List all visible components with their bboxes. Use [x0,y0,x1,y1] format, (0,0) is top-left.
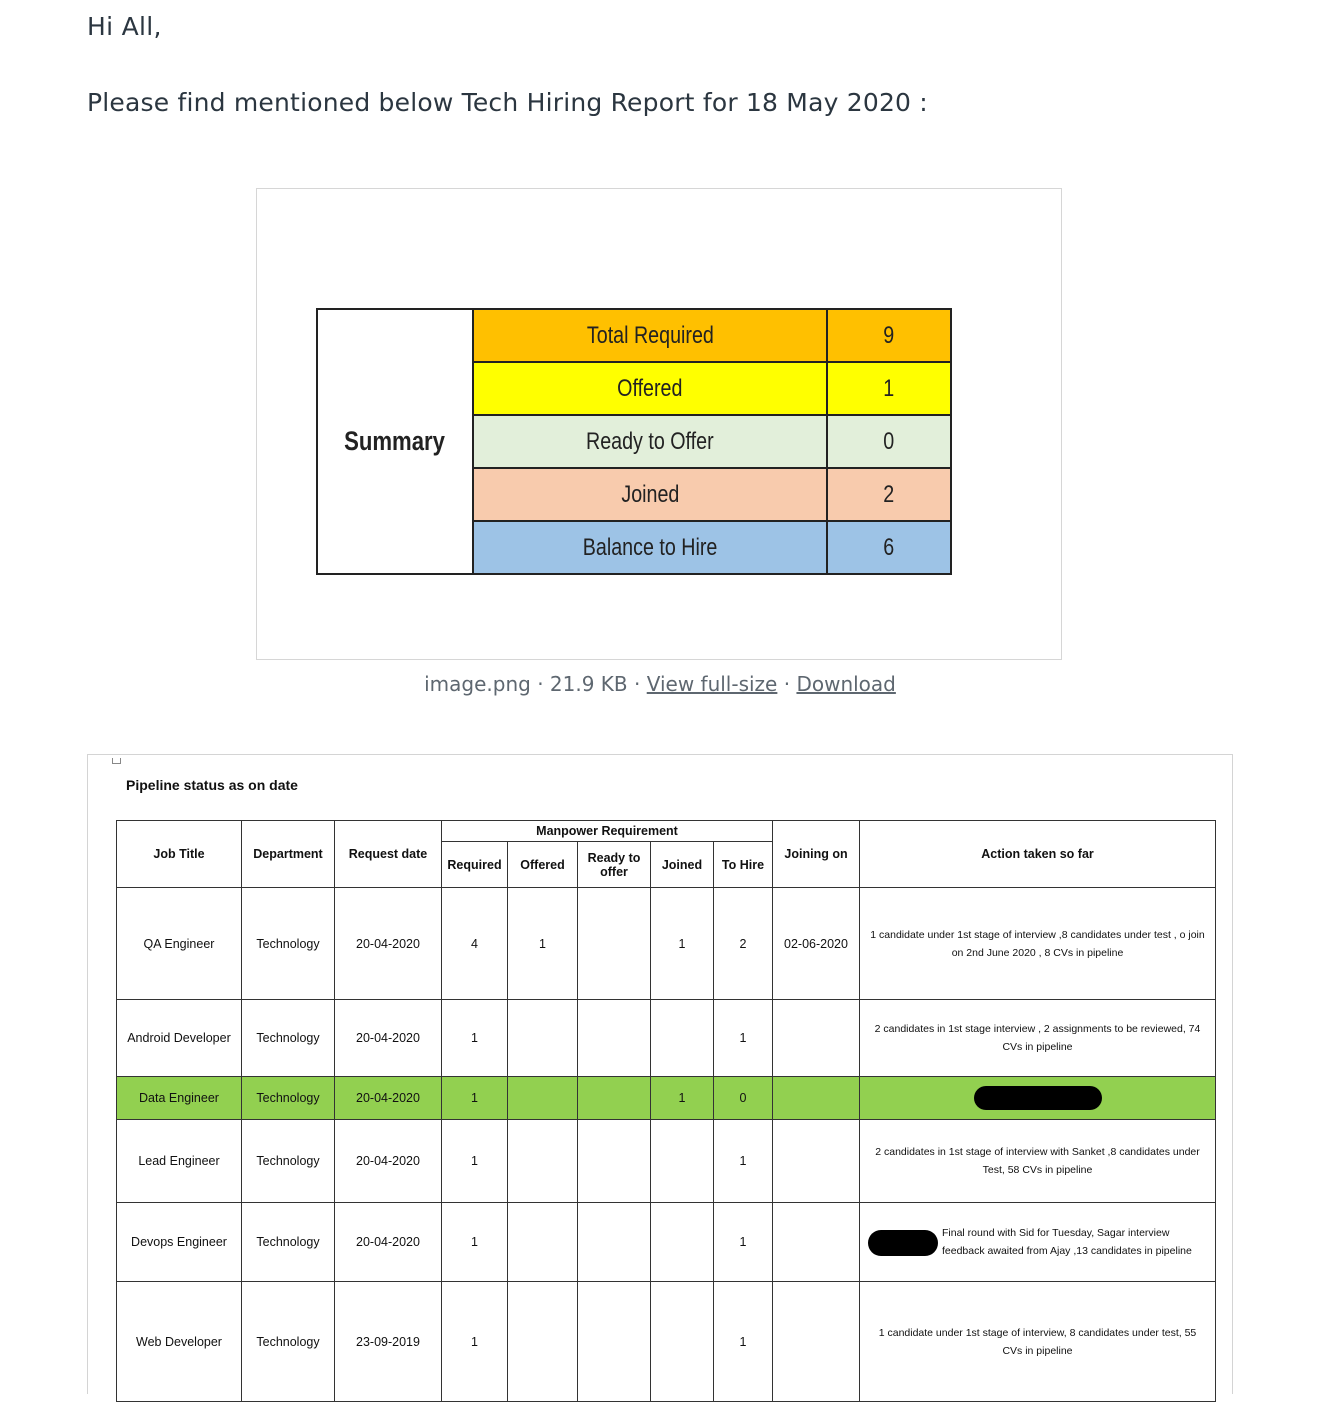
cell-action [860,1203,1216,1282]
summary-row-value: 1 [827,362,951,415]
cell-joined: 1 [651,888,714,1000]
summary-row-label: Ready to Offer [473,415,827,468]
cell-required: 4 [442,888,508,1000]
pipeline-table [116,820,1216,1402]
cell-department: Technology [242,1077,335,1120]
cell-request-date: 20-04-2020 [335,1203,442,1282]
redaction-mark [974,1086,1102,1110]
table-row [117,888,1216,1000]
cell-to-hire: 1 [714,1203,773,1282]
header-request-date: Request date [335,821,442,888]
attachment-image[interactable] [256,188,1062,660]
cell-action-redacted [860,1077,1216,1120]
email-intro: Please find mentioned below Tech Hiring Report for 18 May 2020 : [87,88,928,117]
cell-action: 1 candidate under 1st stage of interview ,8 candidates under test , o join on 2nd June 2020 , 8 CVs in pipeline [860,888,1216,1000]
summary-table [316,308,952,575]
table-row-highlighted [117,1077,1216,1120]
cell-request-date: 20-04-2020 [335,1000,442,1077]
cell-offered [508,1000,578,1077]
table-row [117,1120,1216,1203]
cell-joining-on: 02-06-2020 [773,888,860,1000]
pipeline-title: Pipeline status as on date [126,777,298,793]
cell-offered: 1 [508,888,578,1000]
cell-job-title: Android Developer [117,1000,242,1077]
cell-department: Technology [242,1000,335,1077]
summary-row-value: 0 [827,415,951,468]
cell-joining-on [773,1000,860,1077]
paragraph-mark-icon [112,758,121,764]
header-action: Action taken so far [860,821,1216,888]
cell-request-date: 20-04-2020 [335,1077,442,1120]
cell-job-title: Web Developer [117,1282,242,1402]
header-offered: Offered [508,842,578,888]
cell-joining-on [773,1203,860,1282]
summary-row-label: Joined [473,468,827,521]
cell-to-hire: 1 [714,1282,773,1402]
email-greeting: Hi All, [87,12,162,41]
cell-job-title: Devops Engineer [117,1203,242,1282]
cell-request-date: 20-04-2020 [335,1120,442,1203]
cell-job-title: Lead Engineer [117,1120,242,1203]
header-joining-on: Joining on [773,821,860,888]
cell-action: 2 candidates in 1st stage of interview with Sanket ,8 candidates under Test, 58 CVs in pipeline [860,1120,1216,1203]
cell-action: 2 candidates in 1st stage interview , 2 assignments to be reviewed, 74 CVs in pipeline [860,1000,1216,1077]
cell-required: 1 [442,1282,508,1402]
cell-offered [508,1077,578,1120]
cell-joined [651,1120,714,1203]
cell-request-date: 20-04-2020 [335,888,442,1000]
summary-row-label: Total Required [473,309,827,362]
cell-department: Technology [242,1120,335,1203]
cell-required: 1 [442,1120,508,1203]
cell-joined [651,1203,714,1282]
cell-job-title: Data Engineer [117,1077,242,1120]
cell-to-hire: 0 [714,1077,773,1120]
separator-dot: · [537,672,544,696]
pipeline-document-image [87,754,1233,1394]
summary-row-label: Offered [473,362,827,415]
summary-row-value: 6 [827,521,951,574]
cell-department: Technology [242,1282,335,1402]
cell-ready-to-offer [578,888,651,1000]
attachment-size: 21.9 KB [549,672,628,696]
cell-department: Technology [242,888,335,1000]
summary-row-value: 9 [827,309,951,362]
separator-dot: · [783,672,791,696]
summary-row [317,309,951,362]
cell-job-title: QA Engineer [117,888,242,1000]
cell-ready-to-offer [578,1203,651,1282]
cell-offered [508,1203,578,1282]
separator-dot: · [634,672,641,696]
cell-required: 1 [442,1077,508,1120]
cell-to-hire: 1 [714,1120,773,1203]
cell-ready-to-offer [578,1120,651,1203]
summary-row-value: 2 [827,468,951,521]
header-department: Department [242,821,335,888]
header-job-title: Job Title [117,821,242,888]
cell-joined [651,1000,714,1077]
cell-to-hire: 1 [714,1000,773,1077]
table-row [117,1203,1216,1282]
cell-department: Technology [242,1203,335,1282]
cell-joined: 1 [651,1077,714,1120]
cell-joining-on [773,1077,860,1120]
cell-joining-on [773,1120,860,1203]
attachment-caption [0,672,1320,696]
header-to-hire: To Hire [714,842,773,888]
header-ready-to-offer: Ready to offer [578,842,651,888]
header-manpower-requirement: Manpower Requirement [442,821,773,842]
redaction-mark [868,1230,938,1256]
cell-ready-to-offer [578,1077,651,1120]
download-link[interactable]: Download [796,672,896,696]
cell-offered [508,1120,578,1203]
cell-action-text: Final round with Sid for Tuesday, Sagar interview feedback awaited from Ajay ,13 candidates in pipeline [942,1227,1192,1257]
cell-to-hire: 2 [714,888,773,1000]
table-row [117,1000,1216,1077]
cell-ready-to-offer [578,1000,651,1077]
cell-request-date: 23-09-2019 [335,1282,442,1402]
attachment-filename: image.png [424,672,531,696]
cell-action: 1 candidate under 1st stage of interview, 8 candidates under test, 55 CVs in pipeline [860,1282,1216,1402]
header-row [117,821,1216,842]
cell-required: 1 [442,1203,508,1282]
summary-row-label: Balance to Hire [473,521,827,574]
header-required: Required [442,842,508,888]
view-full-size-link[interactable]: View full-size [646,672,778,696]
cell-required: 1 [442,1000,508,1077]
header-joined: Joined [651,842,714,888]
summary-lead-label: Summary [317,309,473,574]
